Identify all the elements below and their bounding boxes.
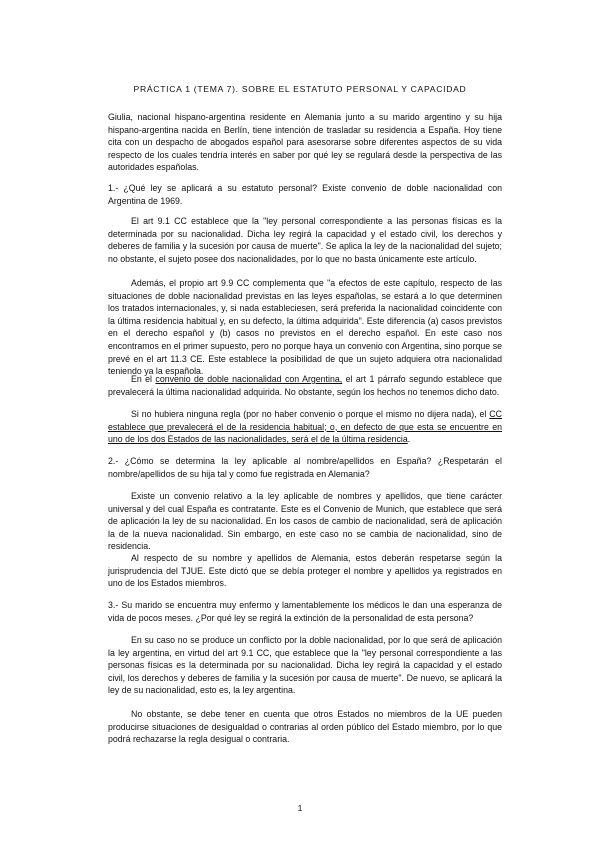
cc-rule-underlined-text: CC establece que prevalecerá el de la residencia habitual; o, en defecto de que esta se encuentre en uno de los dos Estados de las nacionalidades, será el de la última residencia <box>108 409 502 445</box>
answer-1-paragraph-2: Además, el propio art 9.9 CC complementa que "a efectos de este capítulo, respecto de las situaciones de doble nacionalidad previstas en las leyes españolas, se estará a lo que determinen los tratados internacionales, y, si nada estableciesen, será preferida la nacionalidad coincidente con la última residencia habitual y, en su defecto, la última adquirida". Este diferencia (a) casos previstos en el derecho español y (b) casos no previstos en el derecho español. En este caso nos encontramos en el primer supuesto, pero no porque haya un convenio con Argentina, sino porque se prevé en el art 11.3 CE. Este establece la posibilidad de que un sujeto adquiera otra nacionalidad teniendo ya la española. <box>108 278 502 377</box>
answer-1-paragraph-1: El art 9.1 CC establece que la "ley personal correspondiente a las personas físicas es la determinada por su nacionalidad. Dicha ley regirá la capacidad y el estado civil, los derechos y deberes de familia y la sucesión por causa de muerte". Se aplica la ley de la nacionalidad del sujeto; no obstante, el sujeto posee dos nacionalidades, por lo que no basta únicamente este artículo. <box>108 216 502 264</box>
answer-1-paragraph-4-end: . <box>407 434 411 445</box>
answer-2-paragraph-2: Al respecto de su nombre y apellidos de Alemania, estos deberán respetarse según la jurisprudencia del TJUE. Este dictó que se debía proteger el nombre y apellidos ya registrados en uno de los Estados miembros. <box>108 553 502 589</box>
question-3: 3.- Su marido se encuentra muy enfermo y lamentablemente los médicos le dan una esperanza de vida de pocos meses. ¿Por qué ley se regirá la extinción de la personalidad de esta persona? <box>108 600 502 623</box>
answer-1-paragraph-4 <box>108 408 502 446</box>
answer-1-paragraph-4-start: Si no hubiera ninguna regla (por no haber convenio o porque el mismo no dijera nada), el <box>131 409 490 419</box>
convenio-underlined-text: convenio de doble nacionalidad con Argentina, <box>155 374 343 384</box>
answer-2-paragraph-1: Existe un convenio relativo a la ley aplicable de nombres y apellidos, que tiene carácter universal y del cual España es contratante. Este es el Convenio de Munich, que establece que será de aplicación la ley de su nacionalidad. En los casos de cambio de nacionalidad, será de aplicación la de la nueva nacionalidad. Sin embargo, en este caso no se cambia de nacionalidad, sino de residencia. <box>108 491 502 552</box>
question-2: 2.- ¿Cómo se determina la ley aplicable al nombre/apellidos en España? ¿Respetarán el nombre/apellidos de su hija tal y como fue registrada en Alemania? <box>108 456 502 479</box>
document-title: PRÁCTICA 1 (TEMA 7). SOBRE EL ESTATUTO PERSONAL Y CAPACIDAD <box>133 84 467 94</box>
answer-1-paragraph-3 <box>108 373 502 398</box>
answer-3-paragraph-1: En su caso no se produce un conflicto por la doble nacionalidad, por lo que será de aplicación la ley argentina, en virtud del art 9.1 CC, que establece que la "ley personal correspondiente a las personas físicas es la determinada por su nacionalidad. Dicha ley regirá la capacidad y el estado civil, los derechos y deberes de familia y la sucesión por causa de muerte". De nuevo, se aplicará la ley de su nacionalidad, esto es, la ley argentina. <box>108 635 502 696</box>
question-1: 1.- ¿Qué ley se aplicará a su estatuto personal? Existe convenio de doble nacionalidad con Argentina de 1969. <box>108 183 502 206</box>
answer-3-paragraph-2: No obstante, se debe tener en cuenta que otros Estados no miembros de la UE pueden producirse situaciones de desigualdad o contrarias al orden público del Estado miembro, por lo que podrá rechazarse la regla desigual o contraria. <box>108 709 502 745</box>
answer-1-paragraph-3-end: el art 1 párrafo segundo establece que prevalecerá la última nacionalidad adquirida. No obstante, según los hechos no tenemos dicho dato. <box>108 374 502 397</box>
page-number: 1 <box>297 803 303 813</box>
intro-paragraph: Giulia, nacional hispano-argentina residente en Alemania junto a su marido argentino y su hija hispano-argentina nacida en Berlín, tiene intención de trasladar su residencia a España. Hoy tiene cita con un despacho de abogados español para asesorarse sobre diferentes aspectos de su vida respecto de los cuales tendría interés en saber por qué ley se regulará desde la perspectiva de las autoridades españolas. <box>108 112 502 173</box>
answer-1-paragraph-3-start: En el <box>131 374 156 384</box>
